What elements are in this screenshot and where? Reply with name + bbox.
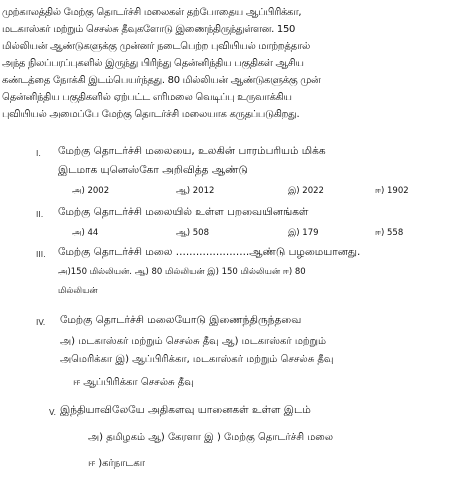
passage-line: தென்னிந்திய பகுதிகளில் ஏற்பட்ட எரிமலை வெடிப்பு உருவாக்கிய xyxy=(2,92,292,103)
option-c: இ) 2022 xyxy=(288,186,324,196)
question-number: I. xyxy=(36,149,41,158)
question-number: III. xyxy=(36,250,46,259)
question-number: IV. xyxy=(36,318,46,327)
passage-line: அந்த நிலப்பரப்புகளில் இருந்து பிரிந்து தென்னிந்திய பகுதிகள் ஆசிய xyxy=(2,58,304,69)
passage-line: மில்லியன் ஆண்டுகளுக்கு முன்னர் நடைபெற்ற புவியியல் மாற்றத்தால் xyxy=(2,41,311,52)
question-number: II. xyxy=(36,210,44,219)
option-b: ஆ) 2012 xyxy=(176,186,215,196)
options-line: அ)150 மில்லியன். ஆ) 80 மில்லியன் இ) 150 மில்லியன் ஈ) 80 xyxy=(58,267,306,277)
question-text: மேற்கு தொடர்ச்சி மலையில் உள்ள பறவையினங்கள் xyxy=(58,206,309,218)
question-text: மேற்கு தொடர்ச்சி மலை ......................ஆண்டு பழமையானது. xyxy=(58,246,361,258)
options-line: அ) தமிழகம் ஆ) கேரளா இ ) மேற்கு தொடர்ச்சி மலை xyxy=(88,432,334,443)
option-a: அ) 2002 xyxy=(72,186,110,196)
options-line: அ) மடகாஸ்கர் மற்றும் செசல்சு தீவு ஆ) மடகாஸ்கர் மற்றும் xyxy=(60,336,327,347)
options-line: ஈ ஆப்பிரிக்கா செசல்சு தீவு xyxy=(73,377,194,388)
passage-line: மடகாஸ்கர் மற்றும் செசல்சு தீவுகளோடு இணைந்திருந்துள்ளன. 150 xyxy=(2,24,296,35)
question-text: இடமாக யுனெஸ்கோ அறிவித்த ஆண்டு xyxy=(58,164,248,176)
option-d: ஈ) 558 xyxy=(375,228,404,238)
question-text: மேற்கு தொடர்ச்சி மலையை, உலகின் பாரம்பரியம் மிக்க xyxy=(58,145,326,157)
passage-paragraph xyxy=(2,4,450,123)
question-number: V. xyxy=(49,408,56,417)
passage-line: கண்டத்தை நோக்கி இடம்பெயர்ந்தது. 80 மில்லியன் ஆண்டுகளுக்கு முன் xyxy=(2,75,321,86)
passage-line: முற்காலத்தில் மேற்கு தொடர்ச்சி மலைகள் தற்போதைய ஆப்பிரிக்கா, xyxy=(2,7,302,18)
question-text: மேற்கு தொடர்ச்சி மலையோடு இணைந்திருந்தவை xyxy=(60,314,302,326)
option-c: இ) 179 xyxy=(288,228,319,238)
passage-line: புவியியல் அமைப்பே மேற்கு தொடர்ச்சி மலையாக கருதப்படுகிறது. xyxy=(2,109,300,120)
options-line: அமெரிக்கா இ) ஆப்பிரிக்கா, மடகாஸ்கர் மற்றும் செசல்சு தீவு xyxy=(60,354,334,365)
option-a: அ) 44 xyxy=(72,228,99,238)
option-d: ஈ) 1902 xyxy=(375,186,409,196)
options-line: ஈ )கர்நாடகா xyxy=(88,458,145,469)
question-text: இந்தியாவிலேயே அதிகளவு யானைகள் உள்ள இடம் xyxy=(60,404,311,416)
option-b: ஆ) 508 xyxy=(176,228,209,238)
options-line: மில்லியன் xyxy=(58,286,98,296)
